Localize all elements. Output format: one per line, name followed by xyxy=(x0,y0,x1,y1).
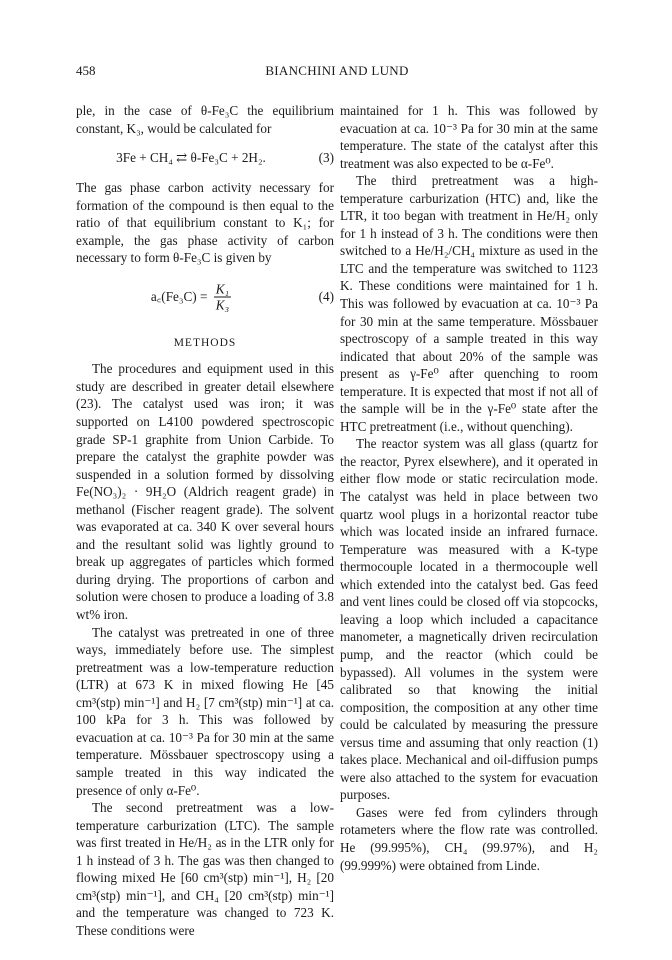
running-head: BIANCHINI AND LUND xyxy=(265,63,409,78)
paragraph-methods: The procedures and equipment used in this study are described in greater detail elsewhere (23). The catalyst used was iron; it was supported on L4100 powdered spectroscopic grade SP-1 graphite from Union Carbide. To prepare the catalyst the graphite powder was suspended in a solution formed by dissolving Fe(NO₃)₂ · 9H₂O (Aldrich reagent grade) in methanol (Fischer reagent grade). The solvent was evaporated at ca. 340 K over several hours and the resultant solid was lightly ground to break up aggregates of particles which formed during drying. The proportions of carbon and solution were chosen to produce a loading of 3.8 wt% iron. xyxy=(76,361,334,623)
equation-4 xyxy=(76,271,334,323)
paragraph-gas-phase: The gas phase carbon activity necessary for formation of the compound is then equal to the ratio of that equilibrium constant to K₁; for example, the gas phase activity of carbon necessary to form θ-Fe₃C is given by xyxy=(76,180,334,266)
equation-3 xyxy=(76,141,334,175)
fraction xyxy=(214,281,231,312)
section-heading: METHODS xyxy=(173,336,237,349)
fraction-numerator: K₁ xyxy=(215,281,230,297)
fraction-denominator: K₃ xyxy=(215,297,230,313)
paragraph-pretreatment-2: The second pretreatment was a low-temperature carburization (LTC). The sample was first treated in He/H₂ as in the LTR only for 1 h instead of 3 h. The gas was then changed to flowing mixed He [60 cm³(stp) min⁻¹], H₂ [20 cm³(stp) min⁻¹], and CH₄ [20 cm³(stp) min⁻¹] and the temperature was changed to 723 K. These conditions were xyxy=(76,800,334,938)
paragraph-pretreatment-3: The third pretreatment was a high-temperature carburization (HTC) and, like the LTR, it too began with treatment in He/H₂ only for 1 h instead of 3 h. The conditions were then switched to a He/H₂/CH₄ mixture as used in the LTC and the temperature was switched to 1123 K. These conditions were maintained for 1 h. This was followed by evacuation at ca. 10⁻³ Pa for 30 min at the same temperature. Mössbauer spectroscopy of a sample treated in this way indicated that about 20% of the sample was present as γ-Fe⁰ after quenching to room temperature. It is expected that most if not all of the sample will be in the γ-Fe⁰ state after the HTC pretreatment (i.e., without quenching). xyxy=(340,173,598,434)
equation-body xyxy=(76,281,306,312)
page-number: 458 xyxy=(76,63,96,78)
paragraph-continued: maintained for 1 h. This was followed by evacuation at ca. 10⁻³ Pa for 30 min at the same temperature. The state of the catalyst after this treatment was also expected to be α-Fe⁰. xyxy=(340,103,598,171)
equation-number: (3) xyxy=(318,150,334,166)
right-column xyxy=(340,102,598,874)
page-header xyxy=(76,63,598,83)
paragraph-pretreatment-1: The catalyst was pretreated in one of three ways, immediately before use. The simplest pretreatment was a low-temperature reduction (LTR) at 673 K in mixed flowing He [45 cm³(stp) min⁻¹] and H₂ [7 cm³(stp) min⁻¹] at ca. 100 kPa for 3 h. This was followed by evacuation at ca. 10⁻³ Pa for 30 min at the same temperature. Mössbauer spectroscopy using a sample treated in this way indicated the presence of only α-Fe⁰. xyxy=(76,624,334,798)
equation-number: (4) xyxy=(318,289,334,305)
equation-lhs: a꜀(Fe₃C) = xyxy=(150,289,208,305)
left-column xyxy=(76,102,334,939)
equation-body: 3Fe + CH₄ ⇄ θ-Fe₃C + 2H₂. xyxy=(116,150,266,166)
paragraph-gases: Gases were fed from cylinders through rotameters where the flow rate was controlled. He (99.995%), CH₄ (99.97%), and H₂ (99.999%) were obtained from Linde. xyxy=(340,804,598,873)
paragraph-reactor: The reactor system was all glass (quartz for the reactor, Pyrex elsewhere), and it operated in either flow mode or static recirculation mode. The catalyst was held in place between two quartz wool plugs in a horizontal reactor tube which was located inside an infrared furnace. Temperature was measured with a K-type thermocouple located in a thermocouple well which extended into the catalyst bed. Gas feed and vent lines could be closed off via stopcocks, leaving a loop which included a capacitance manometer, a magnetically driven recirculation pump, and the reactor (which could be bypassed). All volumes in the system were calibrated so that knowing the initial composition, the composition at any other time could be calculated by measuring the pressure versus time and assuming that only reaction (1) takes place. Mechanical and oil-diffusion pumps were also attached to the system for evacuation purposes. xyxy=(340,436,598,803)
paragraph-continued: ple, in the case of θ-Fe₃C the equilibrium constant, K₃, would be calculated for xyxy=(76,103,334,136)
